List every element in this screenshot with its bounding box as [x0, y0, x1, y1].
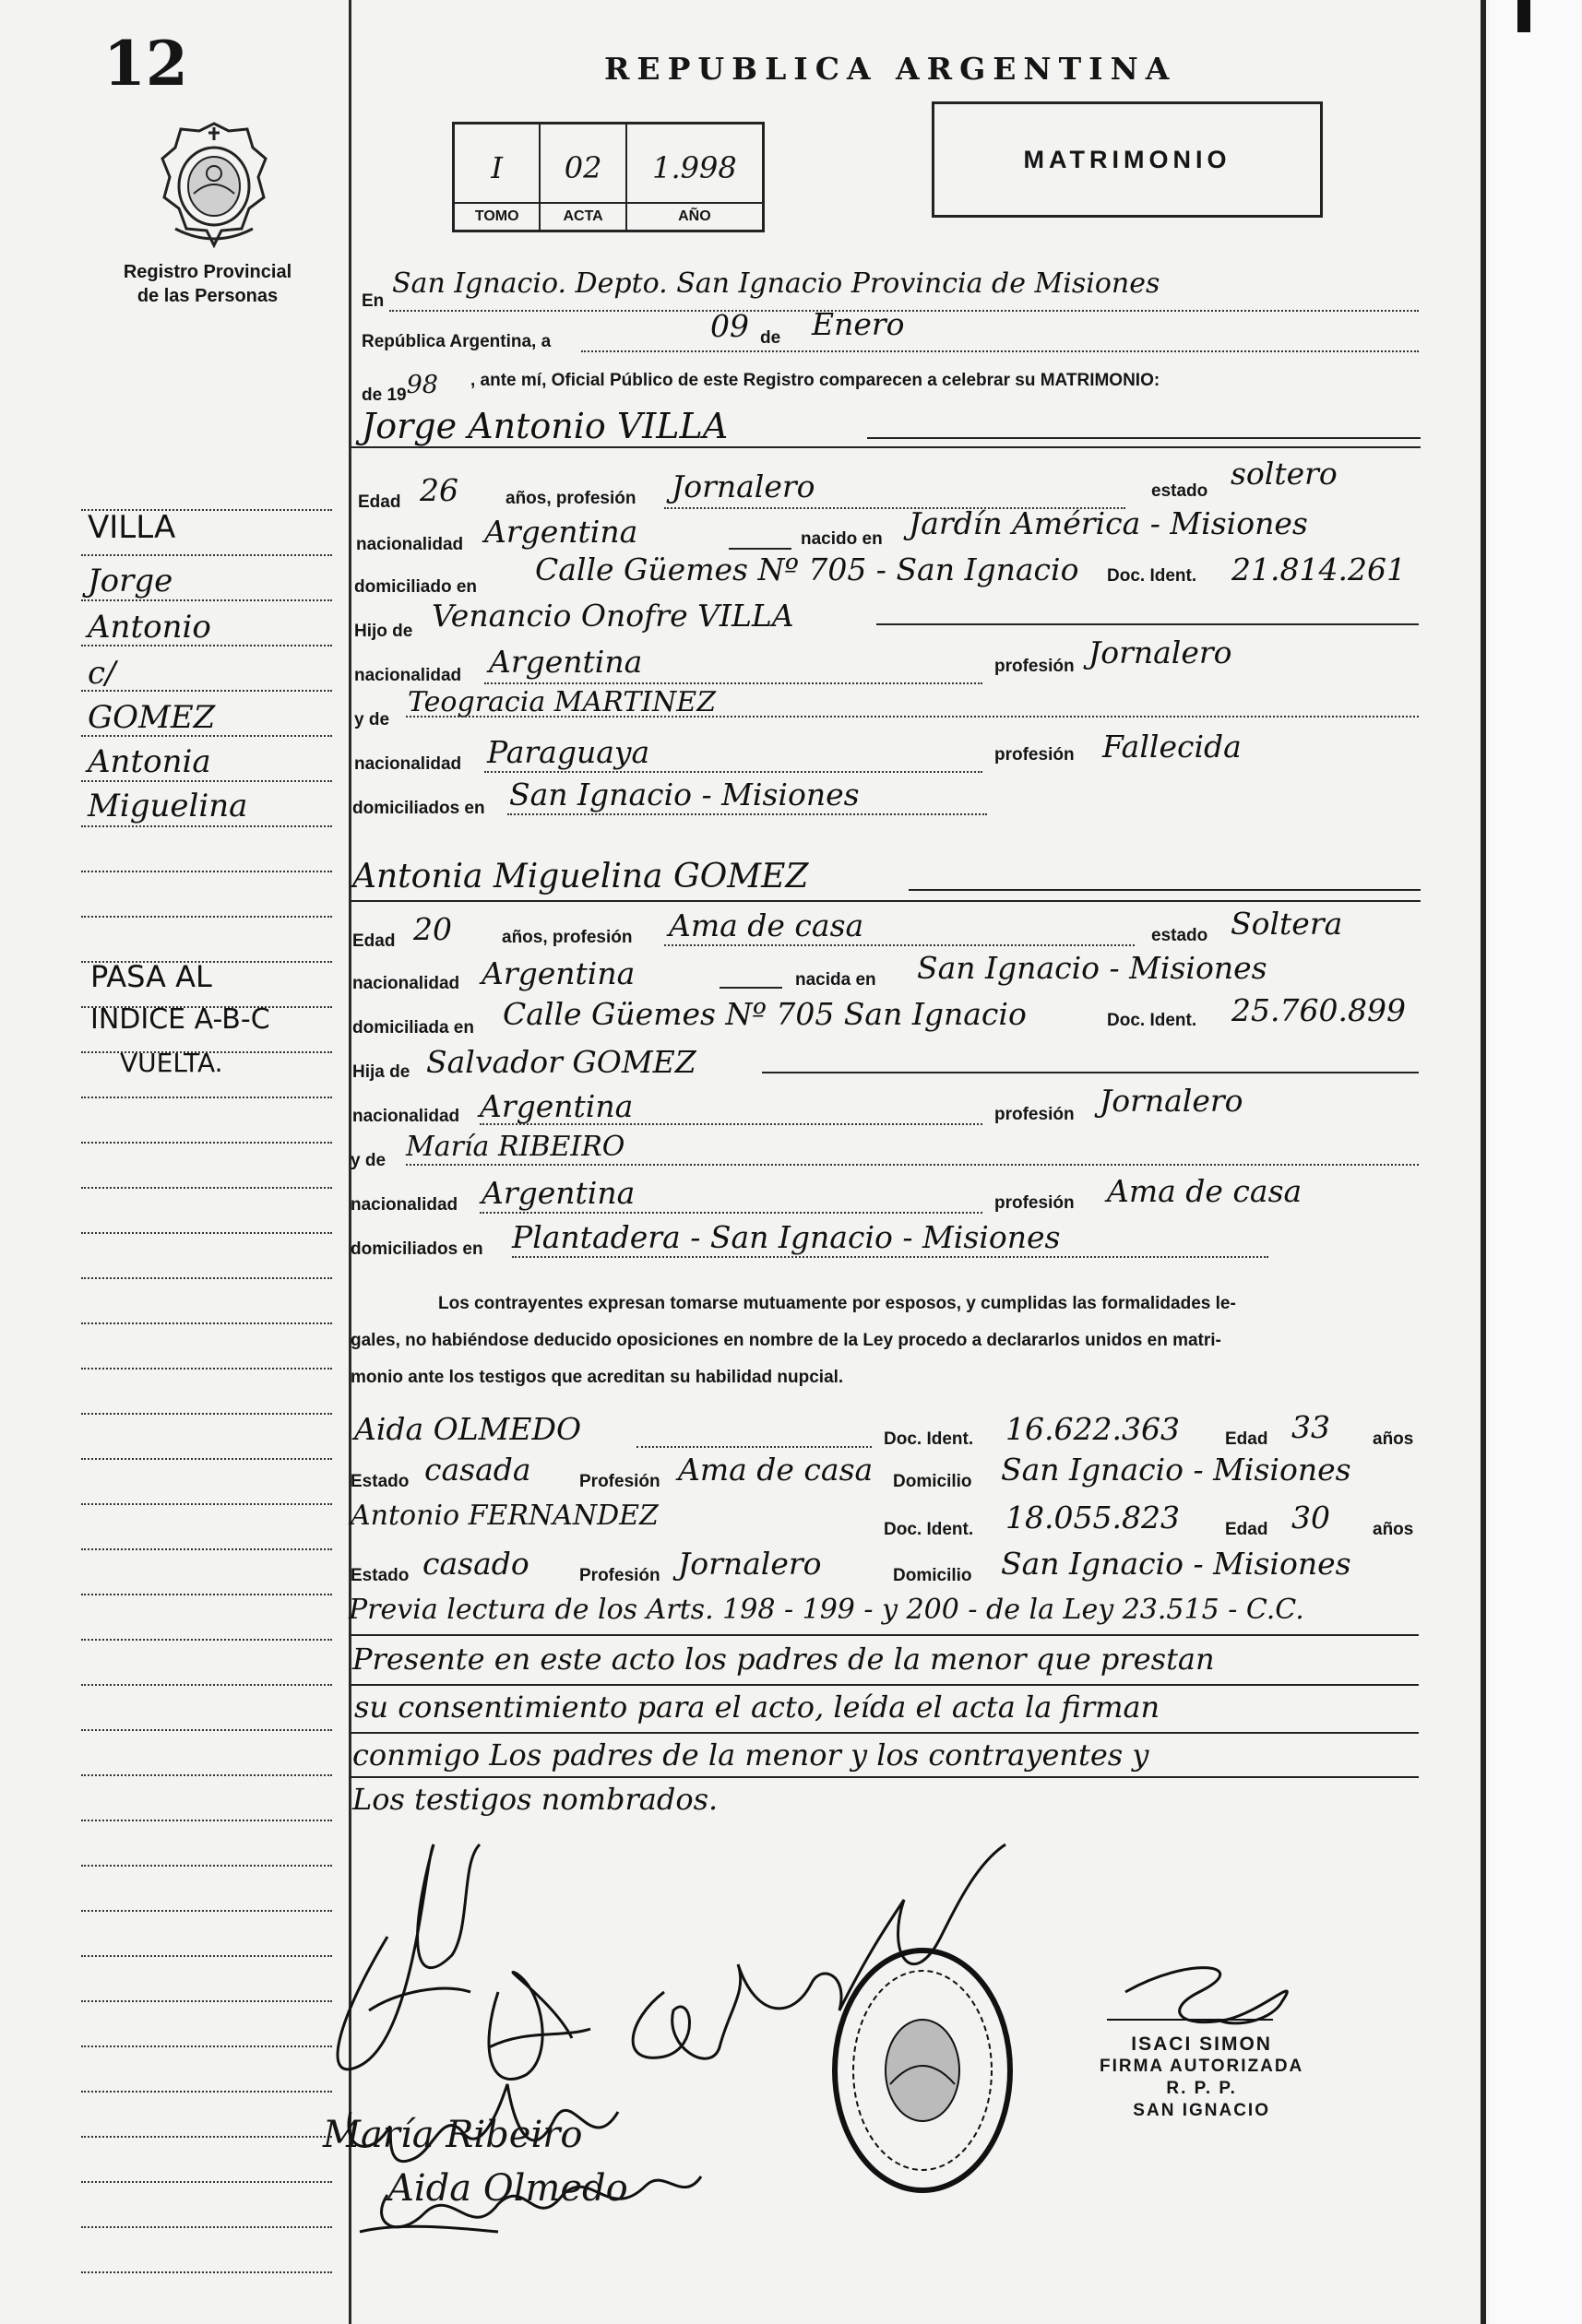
bride-mother-nationality: Argentina — [482, 1175, 636, 1211]
groom-parents-dom-label: domiciliados en — [352, 799, 485, 818]
witness-2-estado: casado — [422, 1546, 529, 1582]
bride-profession: Ama de casa — [669, 907, 864, 943]
bride-signature — [489, 1972, 590, 2079]
stamp-rpp: R. P. P. — [1166, 2079, 1237, 2098]
groom-father-nationality: Argentina — [489, 644, 643, 680]
groom-born-label: nacido en — [801, 529, 883, 549]
ano-value: 1.998 — [652, 150, 737, 185]
witness-2-age: 30 — [1291, 1500, 1330, 1536]
witness-1-profesion: Ama de casa — [678, 1452, 874, 1488]
bride-civil-status: Soltera — [1231, 906, 1343, 942]
bride-profesion-label: años, profesión — [502, 928, 633, 947]
margin-ruled-line — [81, 690, 332, 692]
bride-parents-address: Plantadera - San Ignacio - Misiones — [512, 1219, 1061, 1255]
page-edge — [1481, 0, 1486, 2324]
groom-name-line — [867, 437, 1421, 439]
bride-mother: María RIBEIRO — [406, 1131, 625, 1163]
margin-ruled-line — [81, 2271, 332, 2273]
bride-edad-label: Edad — [352, 931, 396, 951]
stamp-location: SAN IGNACIO — [1133, 2101, 1270, 2120]
bride-father: Salvador GOMEZ — [426, 1044, 696, 1080]
groom-signature — [338, 1844, 480, 2069]
witness-2-doc: 18.055.823 — [1005, 1500, 1180, 1536]
groom-mother-nat-line — [484, 771, 982, 773]
tomo-value: I — [491, 150, 504, 185]
margin-ruled-line — [81, 2136, 332, 2138]
margin-ruled-line — [81, 1684, 332, 1686]
bride-domicilio-label: domiciliada en — [352, 1018, 474, 1038]
margin-ruled-line — [81, 1232, 332, 1234]
bride-doc: 25.760.899 — [1231, 992, 1406, 1028]
en-label: En — [362, 291, 385, 311]
bride-mother-line — [406, 1164, 1419, 1166]
witness-2-domicilio-label: Domicilio — [893, 1566, 972, 1585]
bride-name-line — [909, 889, 1421, 891]
signature-text-2: Aida Olmedo — [387, 2167, 628, 2210]
groom-mother-yde-label: y de — [354, 710, 390, 729]
registry-label — [101, 260, 314, 308]
witness-1-edad-label: Edad — [1225, 1429, 1268, 1449]
note-line-2: Presente en este acto los padres de la menor que prestan — [352, 1642, 1215, 1677]
note-line-4: conmigo Los padres de la menor y los contrayentes y — [352, 1737, 1149, 1773]
margin-ruled-line — [81, 871, 332, 872]
groom-age: 26 — [420, 472, 458, 508]
acta-label: ACTA — [541, 202, 624, 230]
note-line-3: su consentimiento para el acto, leída el acta la firman — [354, 1690, 1160, 1725]
de-label: de — [760, 328, 781, 348]
bride-nationality: Argentina — [482, 955, 636, 991]
groom-mother-nationality: Paraguaya — [487, 734, 650, 770]
groom-mother: Teogracia MARTINEZ — [408, 686, 717, 718]
groom-doc-label: Doc. Ident. — [1107, 566, 1197, 586]
margin-note-given-4: Miguelina — [88, 788, 248, 824]
witness-2-name: Antonio FERNANDEZ — [351, 1500, 659, 1532]
witness-1-anos-label: años — [1373, 1429, 1414, 1449]
bride-hija-label: Hija de — [352, 1062, 410, 1082]
tomo-label: TOMO — [455, 202, 539, 230]
margin-ruled-line — [81, 1774, 332, 1776]
margin-ruled-line — [81, 1368, 332, 1370]
year-prefix: de 19 — [362, 385, 407, 405]
bride-separator — [351, 900, 1421, 902]
groom-father-line — [876, 623, 1419, 625]
note-line-5: Los testigos nombrados. — [352, 1782, 719, 1817]
groom-mother-line — [406, 716, 1419, 717]
bride-father-nat-line — [480, 1123, 982, 1125]
margin-note-surname-2: GOMEZ — [88, 699, 216, 736]
margin-note-pasa: PASA AL — [90, 959, 212, 994]
margin-ruled-line — [81, 1548, 332, 1550]
groom-mother-prof-label: profesión — [994, 745, 1075, 765]
margin-ruled-line — [81, 599, 332, 601]
bride-mother-profession: Ama de casa — [1107, 1173, 1302, 1209]
note-rule-3 — [349, 1732, 1419, 1734]
margin-note-given-2: Antonio — [88, 609, 211, 646]
appear-text: , ante mí, Oficial Público de este Registro comparecen a celebrar su MATRIMONIO: — [470, 371, 1160, 390]
declaration-line-3: monio ante los testigos que acreditan su habilidad nupcial. — [351, 1368, 844, 1387]
margin-ruled-line — [81, 1639, 332, 1641]
bride-nationality-label: nacionalidad — [352, 974, 460, 993]
groom-nationality-label: nacionalidad — [356, 535, 464, 554]
date-line — [581, 350, 1419, 352]
bride-age: 20 — [413, 911, 452, 947]
bride-doc-label: Doc. Ident. — [1107, 1011, 1197, 1030]
margin-ruled-line — [81, 2181, 332, 2183]
groom-nationality-line — [729, 548, 791, 550]
witness-2-profesion: Jornalero — [678, 1546, 822, 1582]
witness-2-estado-label: Estado — [351, 1566, 410, 1585]
groom-profesion-label: años, profesión — [506, 489, 636, 508]
act-type-box: MATRIMONIO — [932, 101, 1323, 218]
groom-name: Jorge Antonio VILLA — [362, 406, 729, 446]
groom-birthplace: Jardín América - Misiones — [909, 505, 1308, 541]
margin-ruled-line — [81, 1187, 332, 1189]
margin-ruled-line — [81, 1503, 332, 1505]
margin-ruled-line — [81, 1277, 332, 1279]
margin-ruled-line — [81, 1142, 332, 1144]
page-edge-background — [1490, 0, 1582, 2324]
note-rule-2 — [349, 1684, 1419, 1686]
groom-father: Venancio Onofre VILLA — [432, 598, 794, 634]
bride-name: Antonia Miguelina GOMEZ — [352, 858, 809, 895]
margin-ruled-line — [81, 825, 332, 827]
bride-born-label: nacida en — [795, 970, 876, 990]
provincial-seal-icon — [157, 120, 272, 249]
margin-ruled-line — [81, 1955, 332, 1957]
margin-note-given-1: Jorge — [88, 563, 173, 599]
margin-ruled-line — [81, 1865, 332, 1867]
groom-nationality: Argentina — [484, 514, 638, 550]
groom-separator — [351, 446, 1421, 448]
groom-doc: 21.814.261 — [1231, 551, 1406, 587]
witness-signatures — [349, 2084, 701, 2232]
groom-father-profession: Jornalero — [1088, 634, 1232, 670]
witness-2-anos-label: años — [1373, 1520, 1414, 1539]
witness-2-domicilio: San Ignacio - Misiones — [1001, 1546, 1351, 1582]
registry-line-2: de las Personas — [137, 286, 279, 306]
groom-estado-label: estado — [1151, 481, 1208, 501]
republica-label: República Argentina, a — [362, 332, 552, 351]
groom-father-prof-label: profesión — [994, 657, 1075, 676]
parent-signature — [633, 1844, 1005, 2058]
note-rule-1 — [349, 1634, 1419, 1636]
groom-father-nat-line — [484, 682, 982, 684]
year-suffix: 98 — [406, 371, 438, 399]
bride-father-line — [762, 1072, 1419, 1073]
bride-mother-yde-label: y de — [351, 1151, 387, 1170]
margin-note-con: c/ — [88, 655, 116, 692]
groom-parents-line — [507, 813, 987, 815]
ano-label: AÑO — [627, 202, 762, 230]
groom-profession: Jornalero — [672, 468, 815, 504]
margin-note-given-3: Antonia — [88, 743, 211, 780]
witness-1-doc-label: Doc. Ident. — [884, 1429, 974, 1449]
witness-1-estado: casada — [424, 1452, 531, 1488]
bride-nationality-line — [720, 987, 782, 989]
witness-1-name-line — [636, 1446, 872, 1448]
note-line-1: Previa lectura de los Arts. 198 - 199 - y 200 - de la Ley 23.515 - C.C. — [349, 1594, 1304, 1626]
bride-parents-line — [512, 1256, 1268, 1258]
bride-parents-dom-label: domiciliados en — [351, 1239, 483, 1259]
margin-ruled-line — [81, 1097, 332, 1098]
groom-address: Calle Güemes Nº 705 - San Ignacio — [535, 551, 1079, 587]
page-number: 12 — [103, 28, 188, 100]
groom-parents-address: San Ignacio - Misiones — [509, 777, 860, 812]
ano-cell — [627, 125, 762, 230]
bride-father-prof-label: profesión — [994, 1105, 1075, 1124]
witness-1-domicilio-label: Domicilio — [893, 1472, 972, 1491]
declaration-text — [351, 1286, 1416, 1396]
margin-ruled-line — [81, 2226, 332, 2228]
bride-mother-prof-label: profesión — [994, 1193, 1075, 1213]
margin-ruled-line — [81, 2000, 332, 2002]
margin-ruled-line — [81, 1458, 332, 1460]
groom-mother-profession: Fallecida — [1102, 729, 1242, 765]
witness-1-estado-label: Estado — [351, 1472, 410, 1491]
year-label — [362, 371, 438, 407]
month-value: Enero — [812, 306, 905, 342]
acta-cell — [541, 125, 626, 230]
tomo-cell — [455, 125, 541, 230]
margin-ruled-line — [81, 1413, 332, 1415]
volume-box — [452, 122, 765, 232]
margin-ruled-line — [81, 2091, 332, 2093]
stamp-authorized: FIRMA AUTORIZADA — [1100, 2057, 1304, 2076]
bride-estado-label: estado — [1151, 926, 1208, 945]
margin-ruled-line — [81, 554, 332, 556]
acta-value: 02 — [564, 150, 602, 185]
witness-1-profesion-label: Profesión — [579, 1472, 660, 1491]
bride-profession-line — [664, 944, 1135, 946]
place-value: San Ignacio. Depto. San Ignacio Provincia de Misiones — [392, 267, 1160, 300]
witness-1-domicilio: San Ignacio - Misiones — [1001, 1452, 1351, 1488]
witness-1-age: 33 — [1291, 1409, 1330, 1445]
binder-clip — [1517, 0, 1530, 32]
bride-father-nationality: Argentina — [480, 1088, 634, 1124]
document-title: REPUBLICA ARGENTINA — [604, 51, 1177, 87]
bride-birthplace: San Ignacio - Misiones — [917, 950, 1267, 986]
groom-father-nat-label: nacionalidad — [354, 666, 462, 685]
bride-father-nat-label: nacionalidad — [352, 1107, 460, 1126]
day-value: 09 — [710, 308, 749, 344]
groom-domicilio-label: domiciliado en — [354, 577, 478, 597]
signature-text-1: María Ribeiro — [323, 2114, 583, 2156]
bride-mother-nat-line — [480, 1212, 982, 1214]
margin-note-vuelta: VUELTA. — [120, 1048, 223, 1078]
margin-ruled-line — [81, 1910, 332, 1912]
bride-address: Calle Güemes Nº 705 San Ignacio — [503, 996, 1027, 1032]
witness-1-doc: 16.622.363 — [1005, 1411, 1180, 1447]
witness-2-edad-label: Edad — [1225, 1520, 1268, 1539]
officer-stamp — [1100, 2034, 1303, 2122]
groom-hijo-label: Hijo de — [354, 622, 413, 641]
margin-ruled-line — [81, 780, 332, 782]
stamp-name: ISACI SIMON — [1131, 2034, 1272, 2055]
witness-2-doc-label: Doc. Ident. — [884, 1520, 974, 1539]
groom-civil-status: soltero — [1231, 456, 1338, 492]
witness-2-profesion-label: Profesión — [579, 1566, 660, 1585]
declaration-line-1: Los contrayentes expresan tomarse mutuamente por esposos, y cumplidas las formalidades le- — [438, 1294, 1236, 1313]
margin-ruled-line — [81, 2045, 332, 2047]
officer-signature — [1107, 1968, 1287, 2023]
witness-1-name: Aida OLMEDO — [354, 1411, 582, 1447]
margin-ruled-line — [81, 1729, 332, 1731]
margin-ruled-line — [81, 916, 332, 918]
margin-ruled-line — [81, 1820, 332, 1821]
bride-father-profession: Jornalero — [1100, 1083, 1243, 1119]
registry-seal-icon — [835, 1951, 1010, 2190]
groom-mother-nat-label: nacionalidad — [354, 754, 462, 774]
margin-ruled-line — [81, 1322, 332, 1324]
margin-ruled-line — [81, 1594, 332, 1595]
note-rule-4 — [349, 1776, 1419, 1778]
registry-line-1: Registro Provincial — [123, 262, 292, 282]
groom-edad-label: Edad — [358, 492, 401, 512]
margin-note-surname: VILLA — [88, 509, 176, 546]
declaration-line-2: gales, no habiéndose deducido oposiciones en nombre de la Ley procedo a declararlos unidos en matri- — [351, 1331, 1221, 1350]
bride-mother-nat-label: nacionalidad — [351, 1195, 458, 1215]
margin-note-indice: INDICE A-B-C — [90, 1003, 270, 1036]
